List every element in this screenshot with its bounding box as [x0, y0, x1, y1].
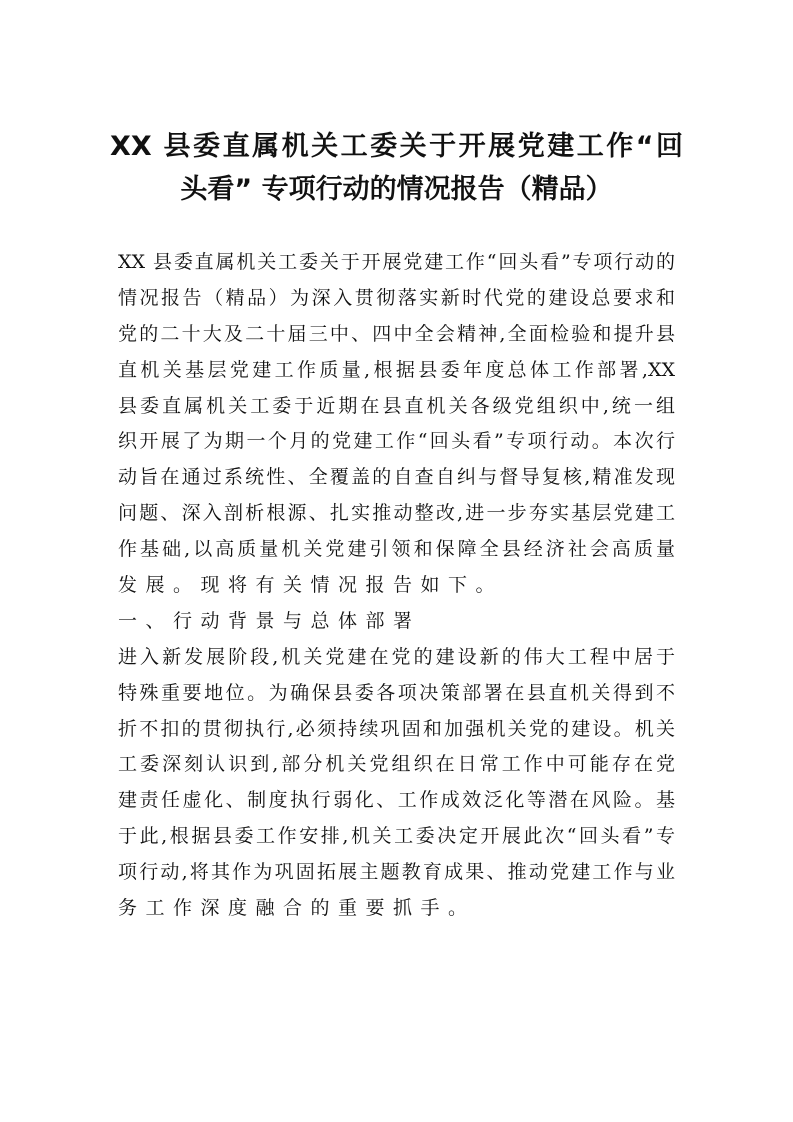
intro-line: 作基础,以高质量机关党建引领和保障全县经济社会高质量 [118, 538, 675, 561]
document-title-line-1: XX 县委直属机关工委关于开展党建工作“回 [110, 131, 683, 162]
intro-line: 发展。现将有关情况报告如下。 [118, 574, 504, 597]
section-line: 特殊重要地位。为确保县委各项决策部署在县直机关得到不 [118, 681, 675, 704]
intro-line: XX 县委直属机关工委关于开展党建工作“回头看”专项行动的 [118, 251, 675, 273]
section-line: 折不扣的贯彻执行,必须持续巩固和加强机关党的建设。机关 [118, 717, 675, 740]
section-line: 工委深刻认识到,部分机关党组织在日常工作中可能存在党 [118, 753, 675, 776]
section-line: 于此,根据县委工作安排,机关工委决定开展此次“回头看”专 [118, 825, 675, 848]
intro-line: 情况报告（精品）为深入贯彻落实新时代党的建设总要求和 [118, 286, 675, 309]
intro-line: 直机关基层党建工作质量,根据县委年度总体工作部署,XX [118, 358, 675, 381]
document-body [118, 244, 675, 926]
intro-line: 党的二十大及二十届三中、四中全会精神,全面检验和提升县 [118, 322, 675, 345]
section-heading: 一、行动背景与总体部署 [118, 609, 421, 632]
section-line: 项行动,将其作为巩固拓展主题教育成果、推动党建工作与业 [118, 861, 675, 884]
section-line: 务工作深度融合的重要抓手。 [118, 897, 476, 920]
section-line: 进入新发展阶段,机关党建在党的建设新的伟大工程中居于 [118, 645, 675, 668]
intro-line: 问题、深入剖析根源、扎实推动整改,进一步夯实基层党建工 [118, 502, 675, 525]
intro-line: 织开展了为期一个月的党建工作“回头看”专项行动。本次行 [118, 430, 675, 453]
document-title-line-2: 头看” 专项行动的情况报告（精品） [180, 174, 613, 205]
intro-line: 县委直属机关工委于近期在县直机关各级党组织中,统一组 [118, 394, 675, 417]
intro-line: 动旨在通过系统性、全覆盖的自查自纠与督导复核,精准发现 [118, 466, 675, 489]
section-line: 建责任虚化、制度执行弱化、工作成效泛化等潜在风险。基 [118, 789, 675, 812]
